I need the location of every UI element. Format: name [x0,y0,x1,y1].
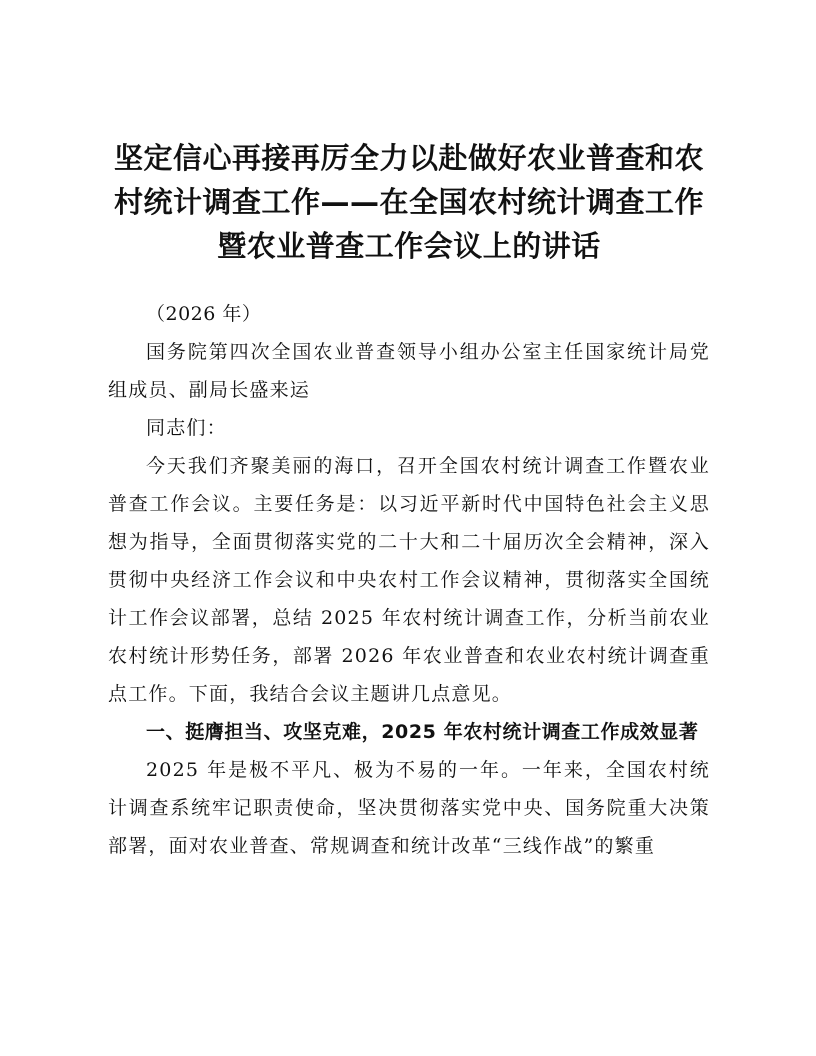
section-1-paragraph: 2025 年是极不平凡、极为不易的一年。一年来，全国农村统计调查系统牢记职责使命，坚决贯彻落实党中央、国务院重大决策部署，面对农业普查、常规调查和统计改革“三线作战”的繁重 [108,759,710,857]
section-heading-1: 一、挺膺担当、攻坚克难，2025 年农村统计调查工作成效显著 [146,721,699,743]
intro-paragraph: 今天我们齐聚美丽的海口，召开全国农村统计调查工作暨农业普查工作会议。主要任务是：以习近平新时代中国特色社会主义思想为指导，全面贯彻落实党的二十大和二十届历次全会精神，深入贯彻中央经济工作会议和中央农村工作会议精神，贯彻落实全国统计工作会议部署，总结 2025 年农村统计调查工作，分析当前农业农村统计形势任务，部署 2026 年农业普查和农业农村统计调查重点工作。下面，我结合会议主题讲几点意见。 [108,455,710,705]
document-body [108,295,710,865]
document-title: 坚定信心再接再厉全力以赴做好农业普查和农村统计调查工作——在全国农村统计调查工作暨农业普查工作会议上的讲话 [113,141,704,263]
speech-date: （2026 年） [146,303,262,325]
speaker-line: 国务院第四次全国农业普查领导小组办公室主任国家统计局党组成员、副局长盛来运 [108,341,710,401]
greeting: 同志们： [146,417,227,439]
